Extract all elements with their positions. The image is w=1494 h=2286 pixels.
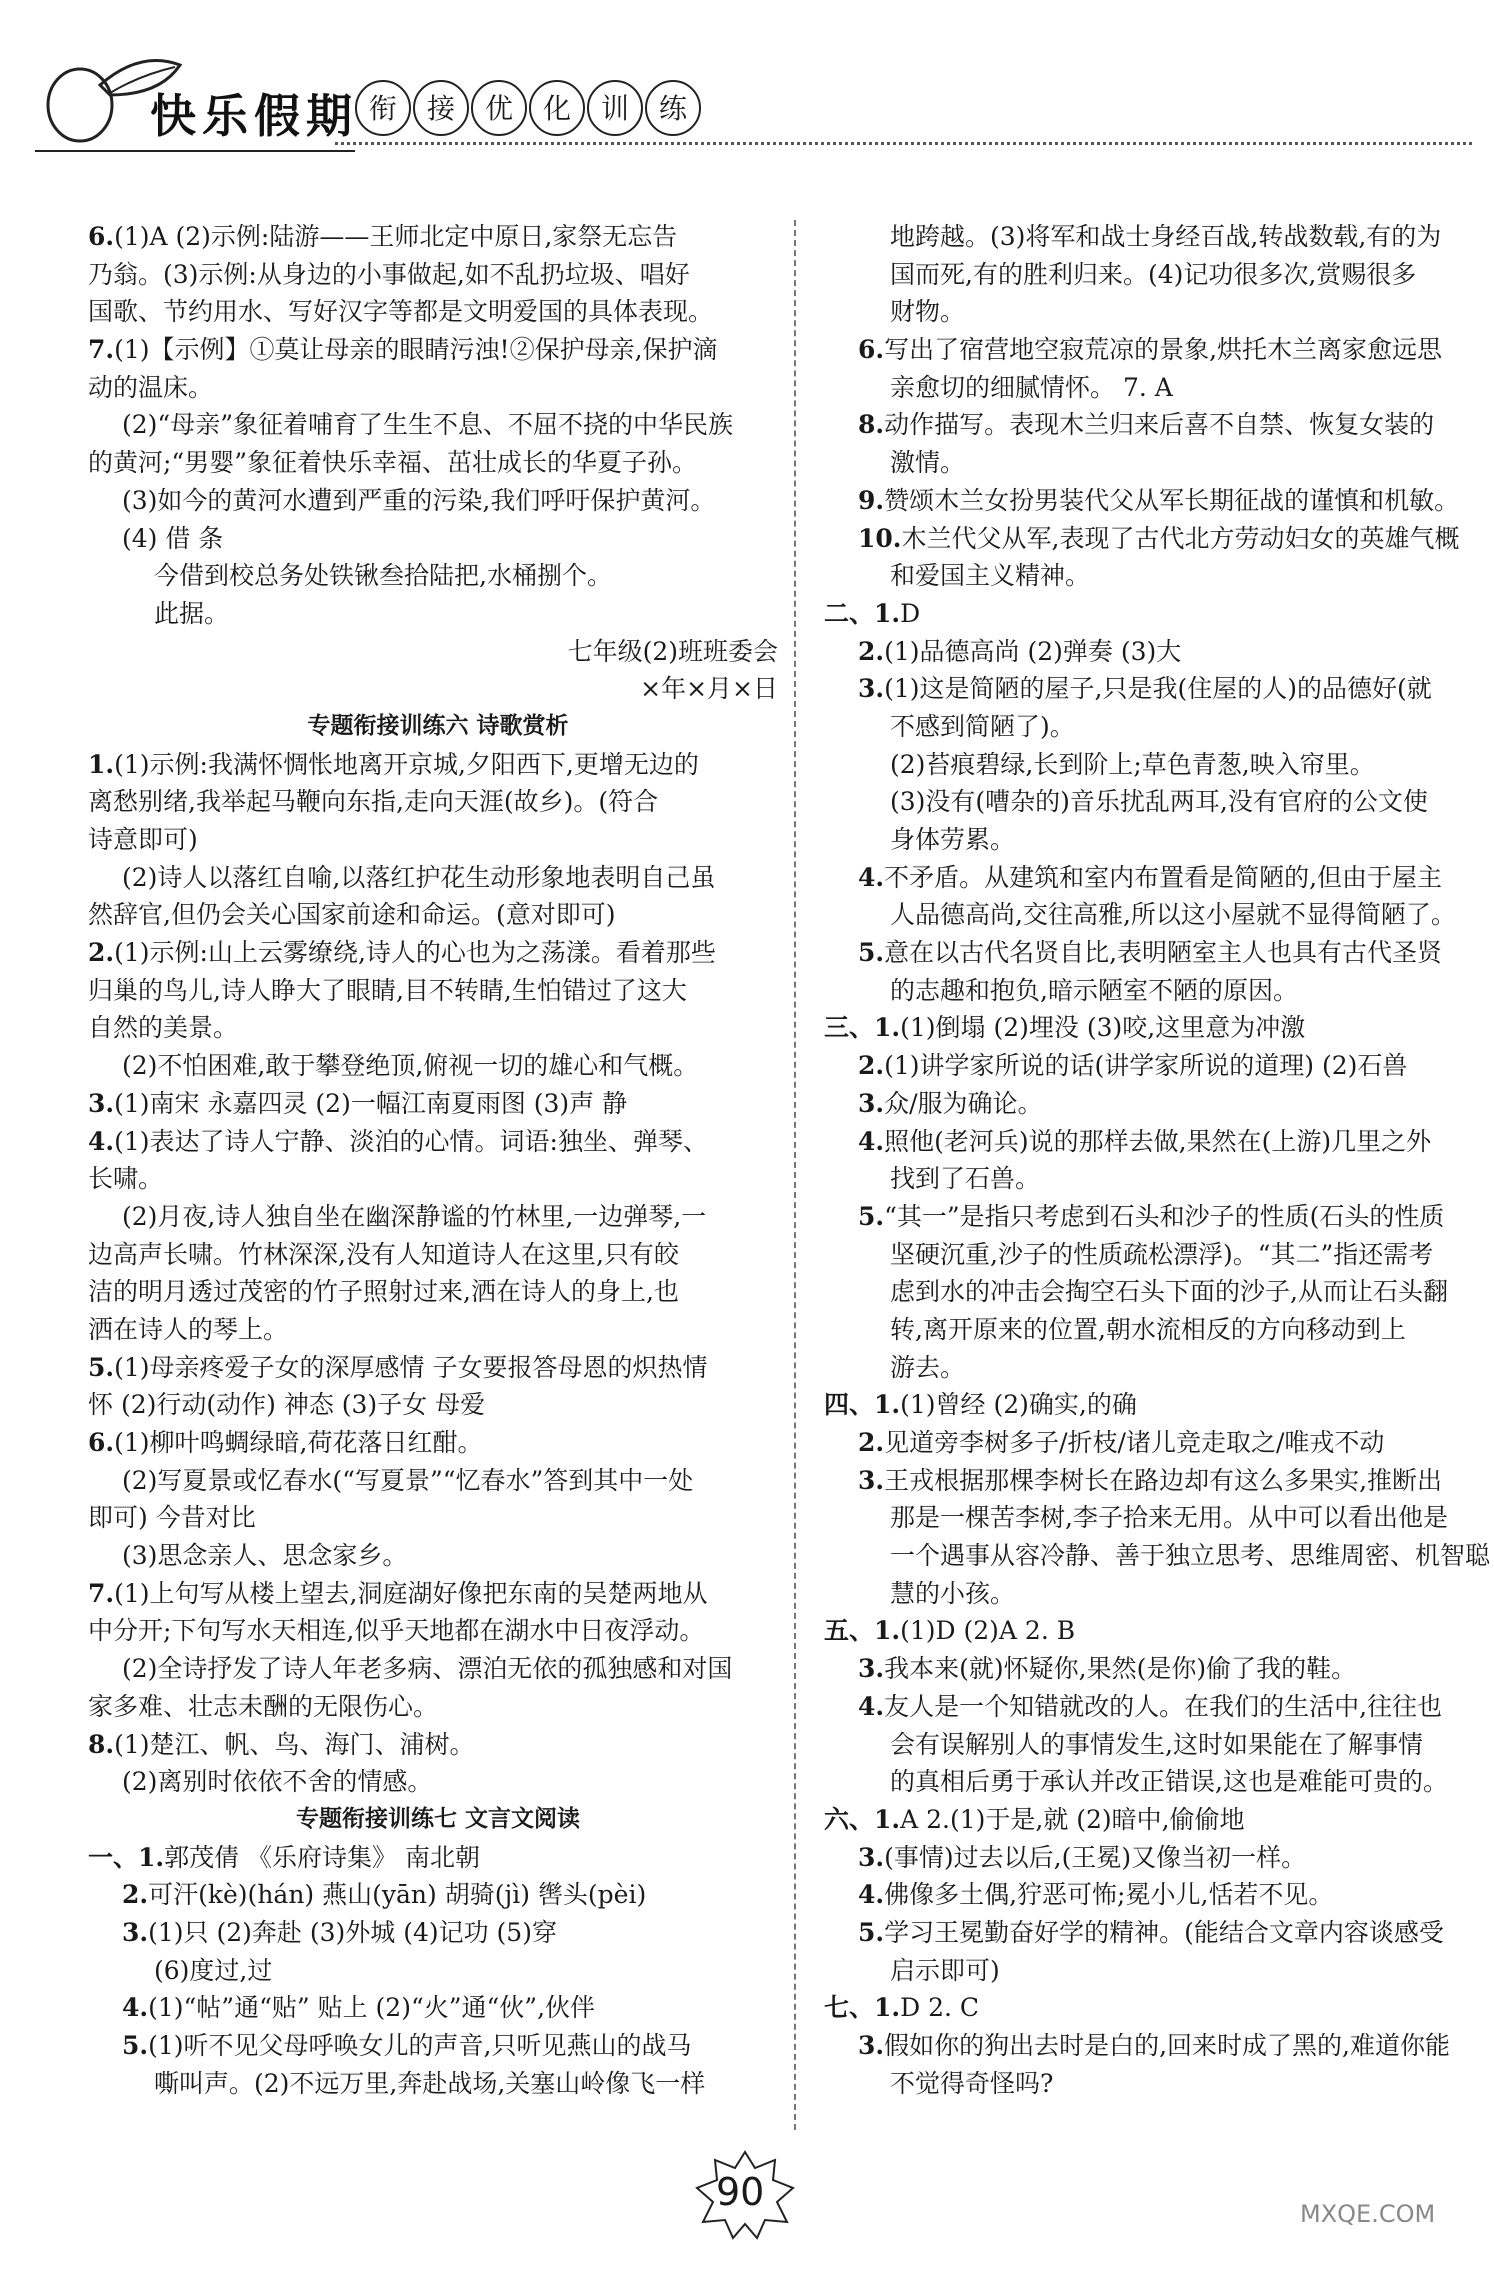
answer-line	[88, 1236, 788, 1274]
page-number: 90	[716, 2170, 765, 2214]
answer-text: 那是一棵苦李树,李子拾来无用。从中可以看出他是	[890, 1503, 1448, 1533]
answer-text: 中分开;下句写水天相连,似乎天地都在湖水中日夜浮动。	[88, 1616, 705, 1646]
answer-line	[824, 520, 1466, 558]
answer-text: (2)诗人以落红自喻,以落红护花生动形象地表明自己虽	[122, 862, 716, 892]
item-number: 6.	[88, 1428, 115, 1457]
answer-line	[824, 1914, 1466, 1952]
answer-text: 众/服为确论。	[884, 1088, 1043, 1118]
answer-line	[824, 859, 1466, 897]
answer-line	[824, 1462, 1466, 1500]
answer-text: (4) 借 条	[122, 523, 224, 553]
answer-line	[824, 218, 1466, 256]
answer-line	[824, 1537, 1491, 1575]
item-number: 六、1.	[824, 1804, 901, 1834]
answer-line	[824, 406, 1466, 444]
answer-text: (3)没有(嘈杂的)音乐扰乱两耳,没有官府的公文使	[890, 787, 1428, 817]
answer-line	[824, 1650, 1466, 1688]
header-dotted-rule	[335, 142, 1472, 145]
item-number: 6.	[88, 222, 115, 251]
answer-line	[88, 2065, 788, 2103]
answer-text: 赞颂木兰女扮男装代父从军长期征战的谨慎和机敏。	[884, 485, 1460, 515]
answer-line	[824, 1236, 1466, 1274]
item-number: 4.	[858, 1126, 885, 1156]
answer-line	[88, 1914, 788, 1952]
answer-line	[824, 1311, 1466, 1349]
answer-line	[88, 1085, 788, 1123]
answer-line	[824, 293, 1466, 331]
answer-text: 转,离开原来的位置,朝水流相反的方向移动到上	[890, 1314, 1406, 1344]
answer-text: 坚硬沉重,沙子的性质疏松漂浮)。“其二”指还需考	[890, 1239, 1434, 1269]
answer-text: 国而死,有的胜利归来。(4)记功很多次,赏赐很多	[890, 259, 1417, 289]
answer-line	[824, 557, 1466, 595]
answer-text: (1)上句写从楼上望去,洞庭湖好像把东南的吴楚两地从	[114, 1578, 708, 1608]
answer-text: (1)讲学家所说的话(讲学家所说的道理) (2)石兽	[884, 1051, 1408, 1081]
answer-line	[824, 1198, 1466, 1236]
answer-text: 归巢的鸟儿,诗人睁大了眼睛,目不转睛,生怕错过了这大	[88, 975, 687, 1005]
answer-text: 友人是一个知错就改的人。在我们的生活中,往往也	[884, 1691, 1443, 1721]
answer-text: (事情)过去以后,(王冕)又像当初一样。	[884, 1842, 1307, 1872]
column-divider	[794, 220, 796, 2130]
answer-line	[88, 1499, 788, 1537]
answer-text: 身体劳累。	[890, 825, 1016, 854]
answer-text: (1)楚江、帆、鸟、海门、浦树。	[114, 1729, 475, 1759]
answer-text: 今借到校总务处铁锹叁拾陆把,水桶捌个。	[154, 561, 612, 591]
answer-text: (1)柳叶鸣蜩绿暗,荷花落日红酣。	[114, 1428, 483, 1457]
answer-line	[88, 1726, 788, 1764]
series-char: 接	[413, 80, 469, 136]
item-number: 四、1.	[824, 1390, 901, 1420]
answer-text: 佛像多土偶,狞恶可怖;冕小儿,恬若不见。	[884, 1880, 1334, 1910]
answer-line	[824, 1839, 1466, 1877]
item-number: 10.	[858, 523, 902, 553]
answer-line	[88, 633, 788, 671]
answer-line	[824, 1989, 1466, 2027]
right-column	[824, 218, 1491, 2102]
answer-text: 激情。	[890, 448, 966, 478]
answer-text: 七年级(2)班班委会	[567, 636, 778, 666]
answer-text: (1)曾经 (2)确实,的确	[900, 1390, 1137, 1420]
answer-line	[88, 331, 788, 369]
answer-line	[88, 369, 788, 407]
answer-text: 财物。	[890, 297, 966, 327]
answer-text: 找到了石兽。	[890, 1164, 1041, 1194]
answer-text: 虑到水的冲击会掏空石头下面的沙子,从而让石头翻	[890, 1277, 1448, 1307]
answer-text: (1)南宋 永嘉四灵 (2)一幅江南夏雨图 (3)声 静	[114, 1088, 628, 1118]
answer-line	[824, 595, 1466, 633]
answer-line	[824, 972, 1466, 1010]
answer-text: 专题衔接训练七 文言文阅读	[295, 1805, 580, 1832]
item-number: 3.	[122, 1917, 149, 1947]
answer-line	[88, 708, 788, 746]
answer-text: D 2. C	[900, 1993, 980, 2023]
answer-text: 专题衔接训练六 诗歌赏析	[307, 712, 569, 739]
item-number: 4.	[858, 1880, 885, 1910]
answer-text: (1)【示例】①莫让母亲的眼睛污浊!②保护母亲,保护滴	[114, 335, 718, 365]
left-column	[88, 218, 788, 2102]
answer-line	[88, 934, 788, 972]
answer-text: 木兰代父从军,表现了古代北方劳动妇女的英雄气概	[901, 523, 1460, 553]
answer-line	[88, 595, 788, 633]
answer-line	[88, 1386, 788, 1424]
answer-text: 假如你的狗出去时是白的,回来时成了黑的,难道你能	[884, 2031, 1451, 2060]
item-number: 3.	[858, 1465, 885, 1495]
answer-line	[88, 1801, 788, 1839]
answer-text: (2)月夜,诗人独自坐在幽深静谧的竹林里,一边弹琴,一	[122, 1201, 707, 1231]
answer-line	[824, 444, 1466, 482]
answer-line	[88, 256, 788, 294]
answer-line	[88, 670, 788, 708]
answer-text: (1)A (2)示例:陆游——王师北定中原日,家祭无忘告	[114, 222, 678, 251]
answer-line	[88, 1876, 788, 1914]
answer-text: (2)写夏景或忆春水(“写夏景”“忆春水”答到其中一处	[122, 1465, 694, 1495]
answer-text: 我本来(就)怀疑你,果然(是你)偷了我的鞋。	[884, 1654, 1357, 1684]
item-number: 3.	[858, 1654, 885, 1684]
answer-text: A 2.(1)于是,就 (2)暗中,偷偷地	[900, 1804, 1245, 1834]
answer-line	[824, 331, 1466, 369]
answer-line	[824, 1499, 1466, 1537]
answer-line	[824, 1688, 1466, 1726]
answer-line	[88, 746, 788, 784]
brand-title: 快乐假期	[150, 89, 358, 143]
item-number: 2.	[858, 1428, 885, 1457]
answer-text: 启示即可)	[890, 1955, 1000, 1985]
answer-text: (1)示例:我满怀惆怅地离开京城,夕阳西下,更增无边的	[114, 749, 699, 779]
answer-text: 照他(老河兵)说的那样去做,果然在(上游)几里之外	[884, 1126, 1432, 1156]
answer-line	[88, 218, 788, 256]
answer-line	[88, 1575, 788, 1613]
item-number: 5.	[858, 1917, 885, 1947]
answer-line	[824, 1612, 1466, 1650]
item-number: 9.	[858, 485, 885, 515]
answer-line	[824, 1424, 1466, 1462]
answer-line	[824, 746, 1466, 784]
answer-line	[824, 1952, 1466, 1990]
item-number: 3.	[858, 1842, 885, 1872]
series-title	[355, 80, 701, 136]
answer-text: 一个遇事从容冷静、善于独立思考、思维周密、机智聪	[890, 1541, 1491, 1571]
answer-text: 边高声长啸。竹林深深,没有人知道诗人在这里,只有皎	[88, 1239, 679, 1269]
answer-line	[824, 670, 1466, 708]
answer-text: 亲愈切的细腻情怀。 7. A	[890, 372, 1173, 402]
answer-line	[88, 1198, 788, 1236]
answer-line	[88, 1349, 788, 1387]
answer-line	[824, 708, 1466, 746]
answer-text: 洁的明月透过茂密的竹子照射过来,洒在诗人的身上,也	[88, 1277, 679, 1307]
page-header	[0, 0, 1494, 160]
answer-text: 和爱国主义精神。	[890, 561, 1091, 591]
answer-text: (1)听不见父母呼唤女儿的声音,只听见燕山的战马	[148, 2031, 692, 2060]
answer-text: 王戎根据那棵李树长在路边却有这么多果实,推断出	[884, 1465, 1443, 1495]
item-number: 3.	[858, 2031, 885, 2060]
item-number: 8.	[858, 410, 885, 440]
item-number: 5.	[122, 2031, 149, 2060]
answer-line	[824, 1160, 1466, 1198]
item-number: 3.	[858, 1088, 885, 1118]
answer-text: 国歌、节约用水、写好汉字等都是文明爱国的具体表现。	[88, 297, 714, 327]
answer-text: (1)示例:山上云雾缭绕,诗人的心也为之荡漾。看着那些	[114, 938, 716, 968]
answer-text: (1)母亲疼爱子女的深厚感情 子女要报答母恩的炽热情	[114, 1352, 708, 1382]
answer-line	[824, 1801, 1466, 1839]
answer-text: 离愁别绪,我举起马鞭向东指,走向天涯(故乡)。(符合	[88, 787, 659, 817]
answer-line	[88, 1537, 788, 1575]
answer-text: 地跨越。(3)将军和战士身经百战,转战数载,有的为	[890, 222, 1442, 251]
answer-line	[88, 1424, 788, 1462]
answer-line	[88, 1047, 788, 1085]
answer-line	[824, 1273, 1466, 1311]
answer-text: 怀 (2)行动(动作) 神态 (3)子女 母爱	[88, 1390, 486, 1420]
answer-text: (2)“母亲”象征着哺育了生生不息、不屈不挠的中华民族	[122, 410, 733, 440]
answer-line	[824, 1876, 1466, 1914]
item-number: 3.	[88, 1088, 115, 1118]
answer-text: 学习王冕勤奋好学的精神。(能结合文章内容谈感受	[884, 1917, 1444, 1947]
answer-line	[88, 1839, 788, 1877]
item-number: 4.	[858, 1691, 885, 1721]
answer-text: (2)离别时依依不舍的情感。	[122, 1767, 433, 1797]
answer-text: 此据。	[154, 598, 230, 628]
answer-text: 会有误解别人的事情发生,这时如果能在了解事情	[890, 1729, 1423, 1759]
answer-text: 的黄河;“男婴”象征着快乐幸福、茁壮成长的华夏子孙。	[88, 448, 697, 478]
answer-text: 慧的小孩。	[890, 1578, 1016, 1608]
answer-line	[824, 1763, 1466, 1801]
answer-line	[88, 1009, 788, 1047]
answer-text: 意在以古代名贤自比,表明陋室主人也具有古代圣贤	[884, 938, 1443, 968]
answer-text: (1)D (2)A 2. B	[900, 1616, 1076, 1646]
answer-line	[824, 1575, 1466, 1613]
answer-line	[88, 972, 788, 1010]
answer-line	[824, 1386, 1466, 1424]
answer-line	[88, 1763, 788, 1801]
item-number: 一、1.	[88, 1842, 165, 1872]
series-char: 化	[529, 80, 585, 136]
item-number: 8.	[88, 1729, 115, 1759]
answer-line	[88, 896, 788, 934]
answer-line	[88, 293, 788, 331]
answer-line	[88, 1160, 788, 1198]
answer-line	[824, 1047, 1466, 1085]
answer-line	[824, 934, 1466, 972]
item-number: 3.	[858, 674, 885, 704]
item-number: 4.	[88, 1126, 115, 1156]
answer-line	[88, 482, 788, 520]
answer-text: (1)只 (2)奔赴 (3)外城 (4)记功 (5)穿	[148, 1917, 557, 1947]
answer-line	[88, 1123, 788, 1161]
item-number: 5.	[858, 1201, 885, 1231]
answer-line	[88, 1273, 788, 1311]
answer-line	[824, 633, 1466, 671]
item-number: 2.	[858, 1051, 885, 1081]
answer-line	[824, 1726, 1466, 1764]
answer-text: (6)度过,过	[154, 1955, 273, 1985]
answer-text: 诗意即可)	[88, 825, 198, 854]
answer-line	[88, 2027, 788, 2065]
answer-text: 嘶叫声。(2)不远万里,奔赴战场,关塞山岭像飞一样	[154, 2068, 706, 2098]
item-number: 7.	[88, 1578, 115, 1608]
item-number: 2.	[88, 938, 115, 968]
answer-line	[824, 256, 1466, 294]
item-number: 七、1.	[824, 1993, 901, 2023]
answer-line	[824, 369, 1466, 407]
answer-text: ×年×月×日	[640, 674, 778, 704]
answer-line	[824, 1349, 1466, 1387]
answer-line	[88, 1311, 788, 1349]
answer-text: 动的温床。	[88, 372, 214, 402]
answer-line	[824, 482, 1466, 520]
answer-line	[88, 783, 788, 821]
answer-text: 即可) 今昔对比	[88, 1503, 256, 1533]
series-char: 衔	[355, 80, 411, 136]
answer-text: (3)思念亲人、思念家乡。	[122, 1541, 408, 1571]
answer-text: (1)表达了诗人宁静、淡泊的心情。词语:独坐、弹琴、	[114, 1126, 708, 1156]
answer-text: 自然的美景。	[88, 1013, 239, 1043]
answer-text: (1)“帖”通“贴” 贴上 (2)“火”通“伙”,伙伴	[148, 1993, 596, 2023]
item-number: 五、1.	[824, 1616, 901, 1646]
answer-line	[88, 1989, 788, 2027]
answer-line	[88, 557, 788, 595]
answer-text: (2)不怕困难,敢于攀登绝顶,俯视一切的雄心和气概。	[122, 1051, 699, 1081]
item-number: 7.	[88, 335, 115, 365]
answer-text: (2)苔痕碧绿,长到阶上;草色青葱,映入帘里。	[890, 749, 1375, 779]
series-char: 优	[471, 80, 527, 136]
answer-text: “其一”是指只考虑到石头和沙子的性质(石头的性质	[884, 1201, 1445, 1231]
item-number: 2.	[858, 636, 885, 666]
answer-line	[824, 783, 1466, 821]
answer-line	[88, 520, 788, 558]
answer-text: (1)倒塌 (2)埋没 (3)咬,这里意为冲激	[900, 1013, 1306, 1043]
answer-line	[824, 2065, 1466, 2103]
header-underline	[35, 150, 355, 152]
item-number: 5.	[88, 1352, 115, 1382]
answer-text: D	[900, 598, 921, 628]
answer-line	[824, 2027, 1466, 2065]
item-number: 1.	[88, 749, 115, 779]
answer-text: 的真相后勇于承认并改正错误,这也是难能可贵的。	[890, 1767, 1448, 1797]
answer-text: 写出了宿营地空寂荒凉的景象,烘托木兰离家愈远思	[884, 335, 1443, 365]
answer-text: (2)全诗抒发了诗人年老多病、漂泊无依的孤独感和对国	[122, 1654, 733, 1684]
answer-text: (1)这是简陋的屋子,只是我(住屋的人)的品德好(就	[884, 674, 1432, 704]
answer-text: (3)如今的黄河水遭到严重的污染,我们呼吁保护黄河。	[122, 485, 716, 515]
answer-line	[88, 1952, 788, 1990]
answer-line	[824, 1123, 1466, 1161]
answer-text: 不觉得奇怪吗?	[890, 2068, 1054, 2098]
series-char: 训	[587, 80, 643, 136]
answer-line	[88, 1650, 788, 1688]
answer-text: 游去。	[890, 1352, 966, 1382]
answer-line	[88, 1462, 788, 1500]
answer-text: 长啸。	[88, 1164, 164, 1194]
item-number: 三、1.	[824, 1013, 901, 1043]
answer-text: 人品德高尚,交往高雅,所以这小屋就不显得简陋了。	[890, 900, 1456, 930]
item-number: 2.	[122, 1880, 149, 1910]
answer-text: 家多难、壮志未酬的无限伤心。	[88, 1691, 439, 1721]
answer-line	[824, 896, 1466, 934]
answer-text: 洒在诗人的琴上。	[88, 1314, 289, 1344]
answer-text: 然辞官,但仍会关心国家前途和命运。(意对即可)	[88, 900, 616, 930]
item-number: 6.	[858, 335, 885, 365]
answer-line	[88, 444, 788, 482]
answer-line	[88, 1612, 788, 1650]
answer-line	[88, 859, 788, 897]
answer-text: 动作描写。表现木兰归来后喜不自禁、恢复女装的	[884, 410, 1435, 440]
watermark: MXQE.COM	[1300, 2200, 1436, 2228]
answer-text: 的志趣和抱负,暗示陋室不陋的原因。	[890, 975, 1298, 1005]
answer-line	[88, 406, 788, 444]
answer-text: (1)品德高尚 (2)弹奏 (3)大	[884, 636, 1182, 666]
item-number: 4.	[858, 862, 885, 892]
answer-line	[824, 1009, 1466, 1047]
answer-text: 可汗(kè)(hán) 燕山(yān) 胡骑(jì) 辔头(pèi)	[148, 1880, 647, 1910]
answer-text: 乃翁。(3)示例:从身边的小事做起,如不乱扔垃圾、唱好	[88, 259, 690, 289]
answer-text: 郭茂倩 《乐府诗集》 南北朝	[164, 1842, 481, 1872]
answer-text: 不感到简陋了)。	[890, 711, 1075, 741]
answer-line	[88, 821, 788, 859]
answer-line	[824, 1085, 1466, 1123]
answer-line	[824, 821, 1466, 859]
item-number: 4.	[122, 1993, 149, 2023]
item-number: 5.	[858, 938, 885, 968]
answer-text: 不矛盾。从建筑和室内布置看是简陋的,但由于屋主	[884, 862, 1443, 892]
answer-line	[88, 1688, 788, 1726]
answer-text: 见道旁李树多子/折枝/诸儿竞走取之/唯戎不动	[884, 1428, 1385, 1457]
item-number: 二、1.	[824, 598, 901, 628]
series-char: 练	[645, 80, 701, 136]
